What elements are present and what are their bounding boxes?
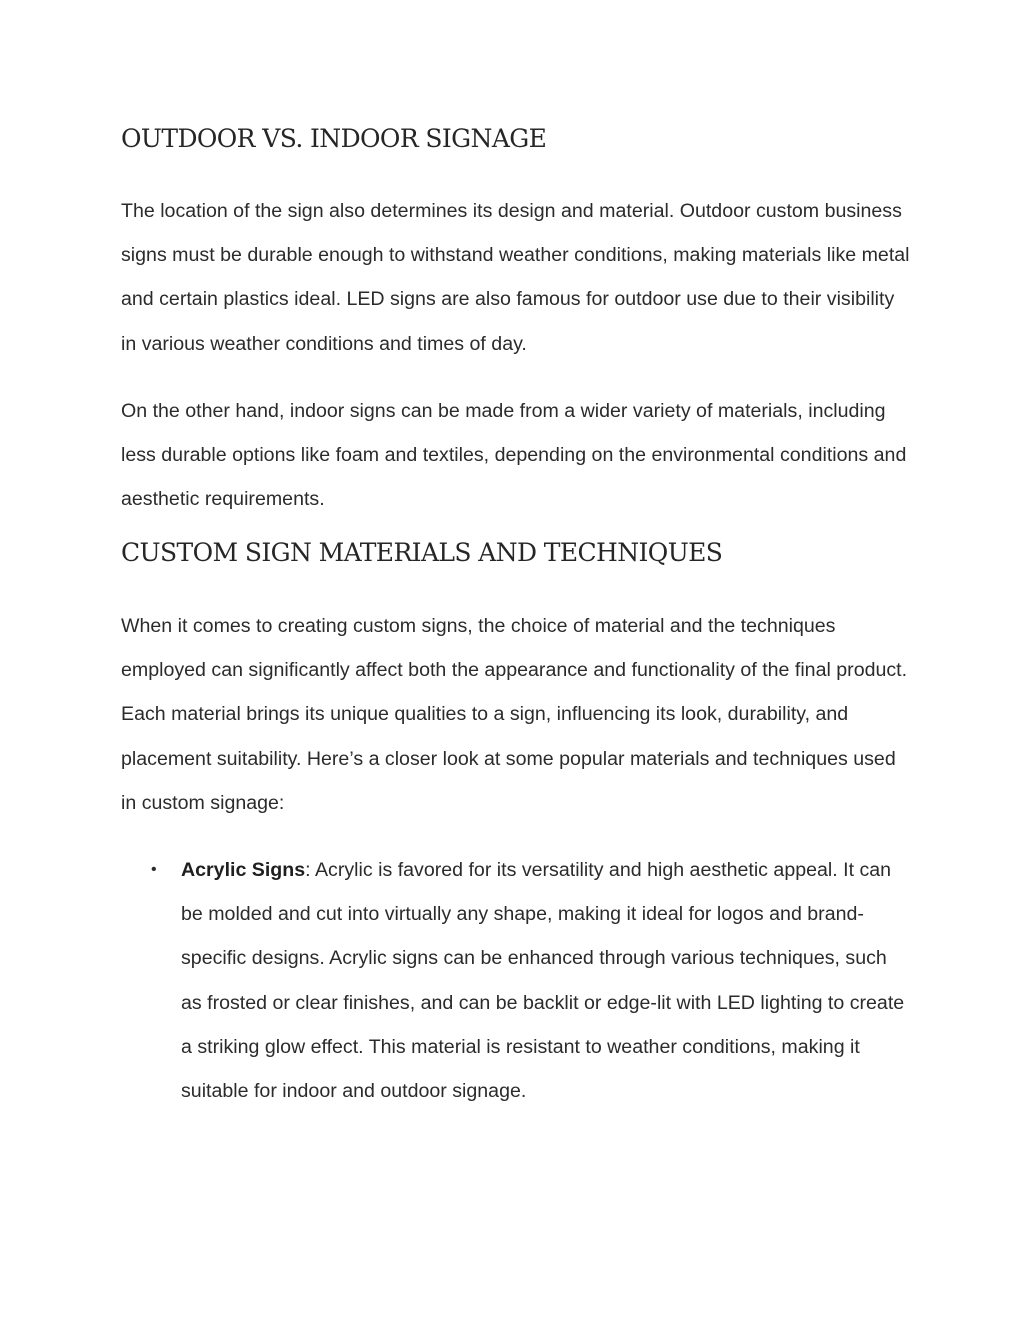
paragraph-location-durability: The location of the sign also determines its design and material. Outdoor custom business signs must be durable enough to withstand weather conditions, making materials like metal and certain plastics ideal. LED signs are also famous for outdoor use due to their visibility in various weather conditions and times of day. <box>121 200 910 355</box>
paragraph-materials-intro: When it comes to creating custom signs, the choice of material and the techniques employed can significantly affect both the appearance and functionality of the final product. Each material brings its unique qualities to a sign, influencing its look, durability, and placement suitability. Here’s a closer look at some popular materials and techniques used in custom signage: <box>121 615 908 814</box>
bullet-text <box>181 848 906 1113</box>
section-heading-materials-techniques: CUSTOM SIGN MATERIALS AND TECHNIQUES <box>121 538 723 567</box>
bullet-term: Acrylic Signs <box>181 859 306 881</box>
bullet-icon: • <box>151 861 157 878</box>
materials-bullet-list <box>121 848 911 1113</box>
section-heading-outdoor-vs-indoor: OUTDOOR VS. INDOOR SIGNAGE <box>121 124 547 153</box>
bullet-description: : Acrylic is favored for its versatility and high aesthetic appeal. It can be molded and cut into virtually any shape, making it ideal for logos and brand-specific designs. Acrylic signs can be enhanced through various techniques, such as frosted or clear finishes, and can be backlit or edge-lit with LED lighting to create a striking glow effect. This material is resistant to weather conditions, making it suitable for indoor and outdoor signage. <box>181 859 905 1103</box>
paragraph-indoor-signs: On the other hand, indoor signs can be made from a wider variety of materials, including less durable options like foam and textiles, depending on the environmental conditions and aesthetic requirements. <box>121 400 907 511</box>
list-item <box>121 848 911 1113</box>
